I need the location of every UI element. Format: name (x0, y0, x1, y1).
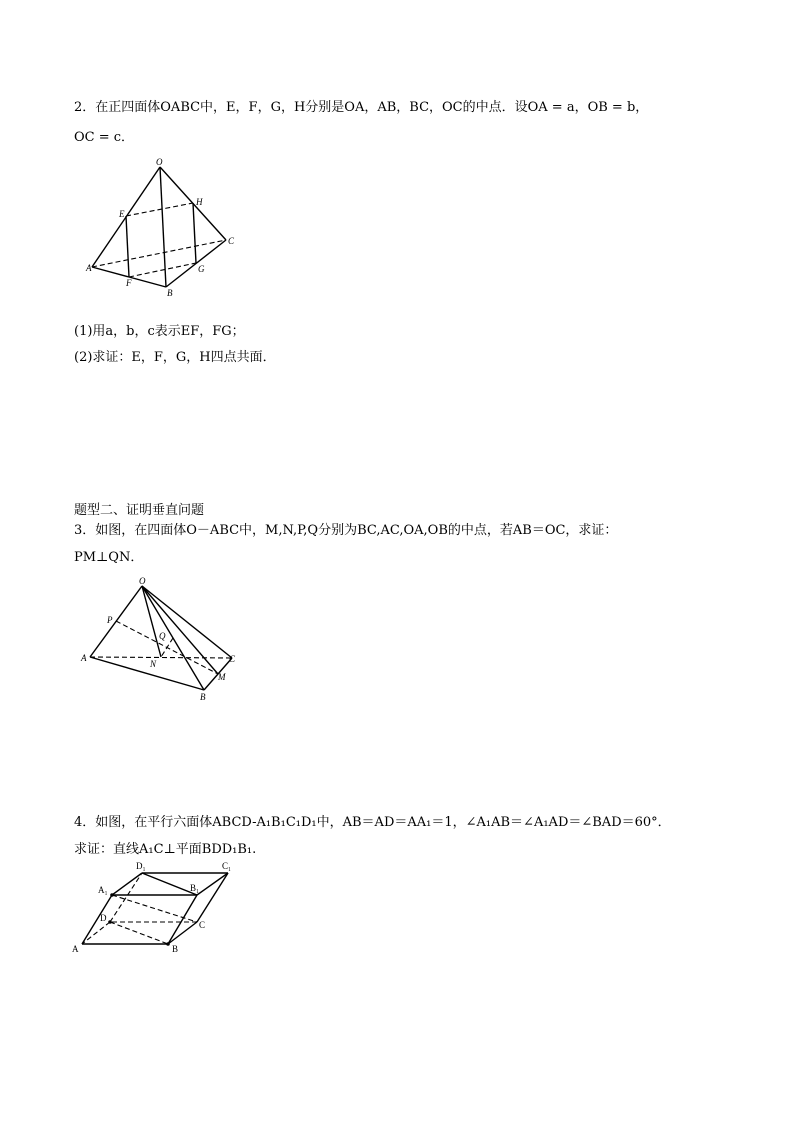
label-C1: C₁ (222, 861, 232, 871)
label-B: B (172, 944, 179, 954)
label-G: G (198, 264, 205, 274)
problem2-statement-line1: 2．在正四面体OABC中，E，F，G，H分别是OA，AB，BC，OC的中点．设OA = a，OB = b， (74, 100, 649, 115)
problem4-statement-line1: 4．如图，在平行六面体ABCD-A₁B₁C₁D₁中，AB＝AD＝AA₁＝1，∠A₁AB＝∠A₁AD＝∠BAD＝60°． (74, 815, 671, 830)
segment-HG (193, 203, 196, 263)
problem3-tetrahedron-figure (76, 572, 256, 707)
problem4-statement-line2: 求证：直线A₁C⊥平面BDD₁B₁. (74, 842, 257, 857)
problem2-tetrahedron-figure (80, 155, 250, 305)
edge-BB1 (168, 895, 197, 944)
diagonal-DB-hidden (110, 922, 168, 944)
label-A: A (72, 944, 79, 954)
label-A1: A₁ (98, 885, 108, 895)
segment-EH (126, 203, 193, 216)
label-C: C (228, 236, 235, 246)
problem3-statement-line1: 3．如图，在四面体O－ABC中，M,N,P,Q分别为BC,AC,OA,OB的中点，若AB＝OC，求证： (74, 523, 618, 538)
label-B1: B₁ (190, 883, 200, 893)
problem2-statement-line2: OC = c． (74, 130, 135, 145)
label-E: E (119, 209, 125, 219)
edge-OC (142, 586, 232, 658)
label-A: A (86, 263, 92, 273)
edge-CC1 (197, 873, 228, 922)
edge-D1A1 (112, 873, 142, 895)
label-B: B (200, 692, 206, 702)
edge-AA1 (82, 895, 112, 944)
label-M: M (218, 672, 226, 682)
label-C: C (229, 654, 236, 664)
label-F: F (126, 278, 132, 288)
point-D (108, 920, 112, 924)
edge-B1C1 (197, 873, 228, 895)
label-N: N (150, 659, 157, 669)
edge-AC-hidden (90, 657, 232, 658)
segment-FG (129, 263, 196, 277)
problem3-statement-line2: PM⊥QN． (74, 550, 144, 565)
label-P: P (107, 615, 113, 625)
label-A: A (81, 653, 87, 663)
label-H: H (196, 197, 203, 207)
edge-DD1-hidden (110, 873, 142, 922)
label-D1: D₁ (136, 861, 146, 871)
diagonal-D1B1 (142, 873, 200, 895)
edge-BC (168, 922, 197, 944)
edge-DA-hidden (82, 922, 110, 944)
point-A1 (110, 893, 114, 897)
problem2-question1: (1)用a，b，c表示EF，FG； (74, 324, 245, 339)
problem4-parallelepiped-figure (70, 858, 250, 958)
segment-EF (126, 216, 129, 277)
label-Q: Q (159, 631, 166, 641)
problem2-question2: (2)求证：E，F，G，H四点共面． (74, 350, 276, 365)
label-C: C (199, 920, 206, 930)
label-B: B (167, 288, 173, 298)
edge-AC-hidden (92, 240, 226, 267)
point-B (166, 942, 170, 946)
label-O: O (156, 157, 163, 167)
label-O: O (139, 576, 146, 586)
label-D: D (100, 913, 107, 923)
section-heading-perpendicular: 题型二、证明垂直问题 (74, 503, 205, 518)
